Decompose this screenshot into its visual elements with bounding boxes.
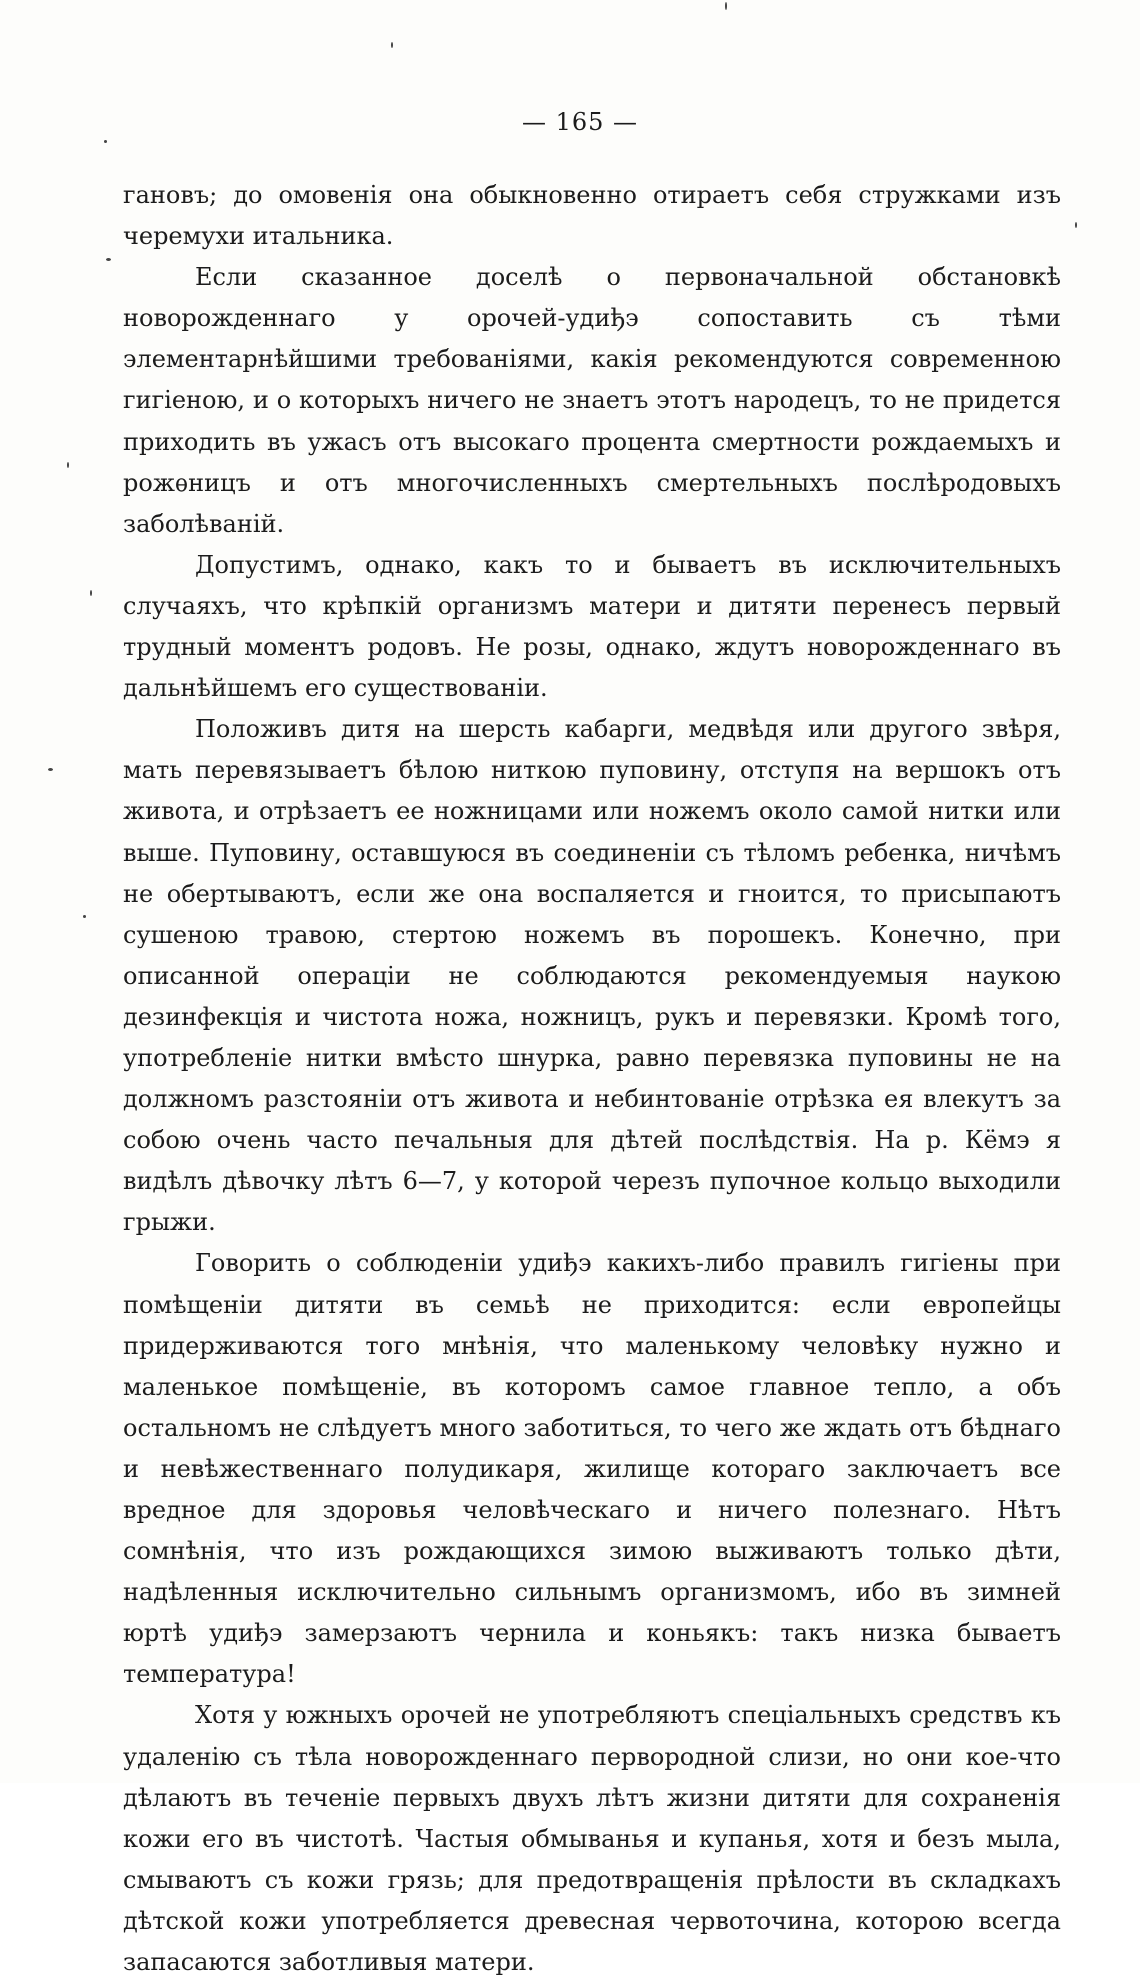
paragraph: Положивъ дитя на шерсть кабарги, медвѣдя или другого звѣря, мать перевязываетъ бѣлою ниткою пуповину, отступя на вершокъ отъ живота, и отрѣзаетъ ее ножницами или ножемъ около самой нитки или выше. Пуповину, оставшуюся въ соединеніи съ тѣломъ ребенка, ничѣмъ не обертываютъ, если же она воспаляется и гноится, то присыпаютъ сушеною травою, стертою ножемъ въ порошекъ. Конечно, при описанной операціи не соблюдаются рекомендуемыя наукою дезинфекція и чистота ножа, ножницъ, рукъ и перевязки. Кромѣ того, употребленіе нитки вмѣсто шнурка, равно перевязка пуповины не на должномъ разстояніи отъ живота и небинтованіе отрѣзка ея влекутъ за собою очень часто печальныя для дѣтей послѣдствія. На р. Кёмэ я видѣлъ дѣвочку лѣтъ 6—7, у которой черезъ пупочное кольцо выходили грыжи. xyxy=(123,715,1061,1237)
scan-speck xyxy=(104,140,107,143)
page-number: — 165 — xyxy=(521,108,639,136)
scan-speck xyxy=(391,42,393,48)
scan-speck xyxy=(1075,222,1077,228)
paragraph: Хотя у южныхъ орочей не употребляютъ спеціальныхъ средствъ къ удаленію съ тѣла новорожденнаго первородной слизи, но они кое-что дѣлаютъ въ теченіе первыхъ двухъ лѣтъ жизни дитяти для сохраненія кожи его въ чистотѣ. Частыя обмыванья и купанья, хотя и безъ мыла, смываютъ съ кожи грязь; для предотвращенія прѣлости въ складкахъ дѣтской кожи употребляется древесная червоточина, которою всегда запасаются заботливыя матери. xyxy=(123,1701,1061,1977)
scan-speck xyxy=(67,462,69,468)
scan-speck xyxy=(106,258,111,261)
scan-speck xyxy=(48,768,53,771)
scan-speck xyxy=(90,590,92,596)
scan-speck xyxy=(83,915,86,918)
paragraph: Допустимъ, однако, какъ то и бываетъ въ исключительныхъ случаяхъ, что крѣпкій организмъ матери и дитяти перенесъ первый трудный моментъ родовъ. Не розы, однако, ждутъ новорожденнаго въ дальнѣйшемъ его существованіи. xyxy=(123,550,1061,703)
paragraph: Говорить о соблюденіи удиђэ какихъ-либо правилъ гигіены при помѣщеніи дитяти въ семьѣ не приходится: если европейцы придерживаются того мнѣнія, что маленькому человѣку нужно и маленькое помѣщеніе, въ которомъ самое главное тепло, а объ остальномъ не слѣдуетъ много заботиться, то чего же ждать отъ бѣднаго и невѣжественнаго полудикаря, жилище котораго заключаетъ все вредное для здоровья человѣческаго и ничего полезнаго. Нѣтъ сомнѣнія, что изъ рождающихся зимою выживаютъ только дѣти, надѣленныя исключительно сильнымъ организмомъ, ибо въ зимней юртѣ удиђэ замерзаютъ чернила и коньякъ: такъ низка бываетъ температура! xyxy=(123,1249,1061,1689)
scan-speck xyxy=(725,2,727,10)
paragraph: гановъ; до омовенія она обыкновенно отираетъ себя стружками изъ черемухи итальника. xyxy=(123,181,1061,251)
paragraph: Если сказанное доселѣ о первоначальной обстановкѣ новорожденнаго у орочей-удиђэ сопоставить съ тѣми элементарнѣйшими требованіями, какія рекомендуются современною гигіеною, и о которыхъ ничего не знаетъ этотъ народецъ, то не придется приходить въ ужасъ отъ высокаго процента смертности рождаемыхъ и рожѳницъ и отъ многочисленныхъ смертельныхъ послѣродовыхъ заболѣваній. xyxy=(123,263,1061,538)
body-text xyxy=(123,175,1061,1983)
